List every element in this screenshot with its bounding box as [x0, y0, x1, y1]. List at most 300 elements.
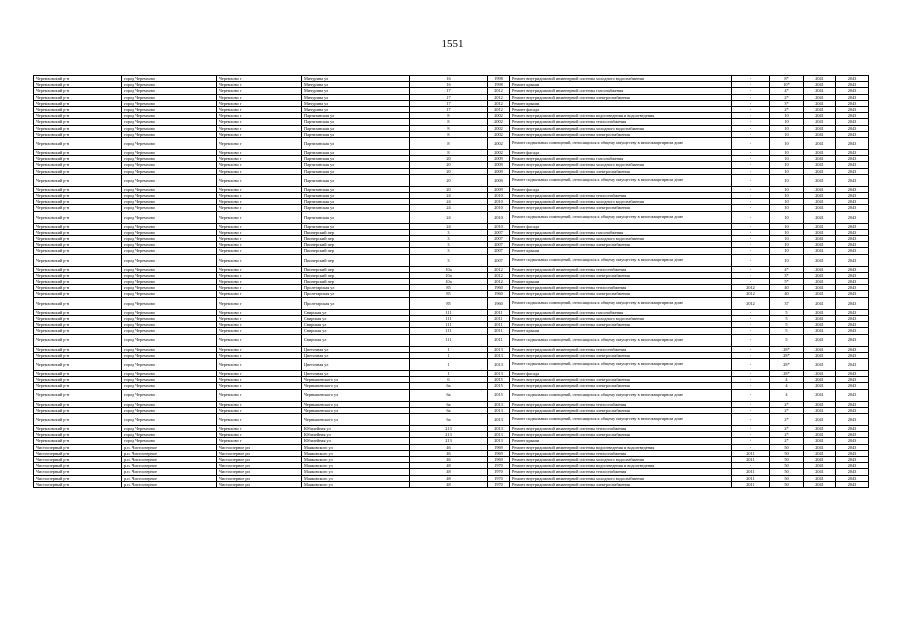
district-cell: Черемховский р-н [34, 401, 122, 407]
end-year-cell: 2043 [836, 475, 869, 481]
start-year-cell: 2041 [804, 236, 836, 242]
year-built-cell: 1960 [488, 297, 510, 309]
wear-cell: 10 [770, 113, 804, 119]
district-cell: Черемховский р-н [34, 297, 122, 309]
last-repair-cell: - [732, 407, 770, 413]
street-cell: Партизанская ул [302, 162, 410, 168]
locality-cell: Черемхово г [217, 297, 302, 309]
start-year-cell: 2041 [804, 199, 836, 205]
district-cell: Чистоозерный р-н [34, 475, 122, 481]
last-repair-cell: - [732, 266, 770, 272]
end-year-cell: 2043 [836, 401, 869, 407]
year-built-cell: 2009 [488, 156, 510, 162]
wear-cell: 5 [770, 334, 804, 346]
year-built-cell: 2012 [488, 279, 510, 285]
house-cell: 6а [410, 407, 488, 413]
last-repair-cell: - [732, 186, 770, 192]
street-cell: Партизанская ул [302, 119, 410, 125]
work-type-cell: Ремонт внутридомовой инженерной системы холодного водоснабжения [510, 162, 732, 168]
year-built-cell: 2012 [488, 266, 510, 272]
wear-cell: 10 [770, 223, 804, 229]
locality-cell: Черемхово г [217, 193, 302, 199]
last-repair-cell: - [732, 334, 770, 346]
end-year-cell: 2043 [836, 279, 869, 285]
settlement-cell: р.п. Чистоозерное [122, 456, 217, 462]
year-built-cell: 2002 [488, 113, 510, 119]
year-built-cell: 2015 [488, 377, 510, 383]
house-cell: 10а [410, 279, 488, 285]
end-year-cell: 2043 [836, 456, 869, 462]
house-cell: 85 [410, 291, 488, 297]
settlement-cell: р.п. Чистоозерное [122, 450, 217, 456]
year-built-cell: 2009 [488, 186, 510, 192]
locality-cell: Черемхово г [217, 309, 302, 315]
street-cell: Мичурина ул [302, 88, 410, 94]
last-repair-cell: - [732, 193, 770, 199]
district-cell: Черемховский р-н [34, 199, 122, 205]
end-year-cell: 2043 [836, 248, 869, 254]
locality-cell: Черемхово г [217, 328, 302, 334]
district-cell: Черемховский р-н [34, 266, 122, 272]
table-row [34, 211, 869, 223]
wear-cell: 28* [770, 346, 804, 352]
start-year-cell: 2041 [804, 205, 836, 211]
house-cell: 3 [410, 229, 488, 235]
house-cell: 46 [410, 444, 488, 450]
settlement-cell: город Черемхово [122, 389, 217, 401]
district-cell: Черемховский р-н [34, 279, 122, 285]
street-cell: Маяковского ул [302, 469, 410, 475]
year-built-cell: 2013 [488, 346, 510, 352]
settlement-cell: город Черемхово [122, 211, 217, 223]
last-repair-cell: - [732, 383, 770, 389]
end-year-cell: 2043 [836, 432, 869, 438]
settlement-cell: город Черемхово [122, 297, 217, 309]
start-year-cell: 2041 [804, 309, 836, 315]
last-repair-cell: - [732, 76, 770, 82]
wear-cell: 2* [770, 413, 804, 425]
start-year-cell: 2041 [804, 223, 836, 229]
district-cell: Черемховский р-н [34, 100, 122, 106]
work-type-cell: Ремонт внутридомовой инженерной системы холодного водоснабжения [510, 76, 732, 82]
work-type-cell: Ремонт внутридомовой инженерной системы электроснабжения [510, 94, 732, 100]
settlement-cell: город Черемхово [122, 199, 217, 205]
street-cell: Пионерский пер [302, 266, 410, 272]
wear-cell: 2* [770, 432, 804, 438]
settlement-cell: р.п. Чистоозерное [122, 444, 217, 450]
wear-cell: 50 [770, 481, 804, 487]
settlement-cell: город Черемхово [122, 223, 217, 229]
wear-cell: 28* [770, 370, 804, 376]
wear-cell: 50 [770, 450, 804, 456]
work-type-cell: Ремонт подвальных помещений, относящихся к общему имуществу в многоквартирном доме [510, 254, 732, 266]
last-repair-cell: - [732, 100, 770, 106]
start-year-cell: 2041 [804, 174, 836, 186]
work-type-cell: Ремонт внутридомовой инженерной системы электроснабжения [510, 377, 732, 383]
start-year-cell: 2041 [804, 322, 836, 328]
settlement-cell: город Черемхово [122, 291, 217, 297]
locality-cell: Черемхово г [217, 279, 302, 285]
end-year-cell: 2043 [836, 413, 869, 425]
last-repair-cell: - [732, 88, 770, 94]
house-cell: 85 [410, 285, 488, 291]
end-year-cell: 2043 [836, 107, 869, 113]
settlement-cell: р.п. Чистоозерное [122, 463, 217, 469]
last-repair-cell: - [732, 254, 770, 266]
house-cell: 20 [410, 162, 488, 168]
settlement-cell: город Черемхово [122, 407, 217, 413]
year-built-cell: 2012 [488, 107, 510, 113]
end-year-cell: 2043 [836, 377, 869, 383]
house-cell: 24 [410, 205, 488, 211]
house-cell: 17 [410, 100, 488, 106]
year-built-cell: 2010 [488, 211, 510, 223]
work-type-cell: Ремонт фасада [510, 223, 732, 229]
last-repair-cell: - [732, 358, 770, 370]
settlement-cell: город Черемхово [122, 383, 217, 389]
wear-cell: 2* [770, 407, 804, 413]
street-cell: Свирская ул [302, 322, 410, 328]
wear-cell: 37 [770, 297, 804, 309]
house-cell: 111 [410, 328, 488, 334]
district-cell: Черемховский р-н [34, 407, 122, 413]
district-cell: Черемховский р-н [34, 370, 122, 376]
end-year-cell: 2043 [836, 370, 869, 376]
table-row [34, 138, 869, 150]
year-built-cell: 2007 [488, 254, 510, 266]
work-type-cell: Ремонт подвальных помещений, относящихся к общему имуществу в многоквартирном доме [510, 211, 732, 223]
work-type-cell: Ремонт крыши [510, 82, 732, 88]
settlement-cell: город Черемхово [122, 346, 217, 352]
end-year-cell: 2043 [836, 88, 869, 94]
wear-cell: 10 [770, 186, 804, 192]
district-cell: Черемховский р-н [34, 168, 122, 174]
street-cell: Цветочная ул [302, 358, 410, 370]
end-year-cell: 2043 [836, 346, 869, 352]
last-repair-cell: - [732, 168, 770, 174]
year-built-cell: 2007 [488, 248, 510, 254]
year-built-cell: 2011 [488, 309, 510, 315]
end-year-cell: 2043 [836, 463, 869, 469]
end-year-cell: 2043 [836, 469, 869, 475]
street-cell: Юбилейная ул [302, 425, 410, 431]
locality-cell: Черемхово г [217, 432, 302, 438]
locality-cell: Черемхово г [217, 370, 302, 376]
district-cell: Черемховский р-н [34, 186, 122, 192]
house-cell: 111 [410, 315, 488, 321]
last-repair-cell: - [732, 272, 770, 278]
year-built-cell: 2012 [488, 94, 510, 100]
work-type-cell: Ремонт внутридомовой инженерной системы холодного водоснабжения [510, 199, 732, 205]
street-cell: Пролетарская ул [302, 297, 410, 309]
locality-cell: Чистоозерное рп [217, 444, 302, 450]
work-type-cell: Ремонт внутридомовой инженерной системы электроснабжения [510, 407, 732, 413]
table-row [34, 254, 869, 266]
wear-cell: 50 [770, 456, 804, 462]
street-cell: Маяковского ул [302, 450, 410, 456]
work-type-cell: Ремонт внутридомовой инженерной системы электроснабжения [510, 352, 732, 358]
start-year-cell: 2041 [804, 407, 836, 413]
street-cell: Партизанская ул [302, 150, 410, 156]
work-type-cell: Ремонт внутридомовой инженерной системы электроснабжения [510, 291, 732, 297]
street-cell: Маяковского ул [302, 481, 410, 487]
street-cell: Юбилейная ул [302, 432, 410, 438]
year-built-cell: 2010 [488, 223, 510, 229]
end-year-cell: 2043 [836, 358, 869, 370]
work-type-cell: Ремонт подвальных помещений, относящихся к общему имуществу в многоквартирном доме [510, 413, 732, 425]
settlement-cell: город Черемхово [122, 438, 217, 444]
street-cell: Пионерский пер [302, 248, 410, 254]
locality-cell: Черемхово г [217, 82, 302, 88]
settlement-cell: город Черемхово [122, 107, 217, 113]
district-cell: Чистоозерный р-н [34, 481, 122, 487]
locality-cell: Черемхово г [217, 358, 302, 370]
work-type-cell: Ремонт подвальных помещений, относящихся к общему имуществу в многоквартирном доме [510, 138, 732, 150]
house-cell: 1 [410, 358, 488, 370]
district-cell: Черемховский р-н [34, 223, 122, 229]
year-built-cell: 2009 [488, 162, 510, 168]
district-cell: Чистоозерный р-н [34, 456, 122, 462]
locality-cell: Черемхово г [217, 315, 302, 321]
street-cell: Пролетарская ул [302, 291, 410, 297]
locality-cell: Черемхово г [217, 131, 302, 137]
street-cell: Чернышевского ул [302, 377, 410, 383]
work-type-cell: Ремонт подвальных помещений, относящихся к общему имуществу в многоквартирном доме [510, 297, 732, 309]
last-repair-cell: - [732, 328, 770, 334]
start-year-cell: 2041 [804, 463, 836, 469]
last-repair-cell: - [732, 315, 770, 321]
year-built-cell: 2013 [488, 438, 510, 444]
house-cell: 46 [410, 450, 488, 456]
locality-cell: Чистоозерное рп [217, 469, 302, 475]
street-cell: Пионерский пер [302, 272, 410, 278]
district-cell: Черемховский р-н [34, 107, 122, 113]
last-repair-cell: - [732, 242, 770, 248]
street-cell: Свирская ул [302, 315, 410, 321]
start-year-cell: 2041 [804, 432, 836, 438]
settlement-cell: город Черемхово [122, 162, 217, 168]
locality-cell: Черемхово г [217, 389, 302, 401]
house-cell: 24 [410, 193, 488, 199]
wear-cell: 10 [770, 174, 804, 186]
locality-cell: Черемхово г [217, 88, 302, 94]
last-repair-cell: - [732, 211, 770, 223]
last-repair-cell: - [732, 205, 770, 211]
district-cell: Черемховский р-н [34, 242, 122, 248]
street-cell: Чернышевского ул [302, 389, 410, 401]
year-built-cell: 1970 [488, 463, 510, 469]
house-cell: 111 [410, 309, 488, 315]
start-year-cell: 2041 [804, 389, 836, 401]
last-repair-cell: - [732, 432, 770, 438]
locality-cell: Черемхово г [217, 377, 302, 383]
year-built-cell: 2013 [488, 407, 510, 413]
end-year-cell: 2043 [836, 285, 869, 291]
house-cell: 17 [410, 107, 488, 113]
district-cell: Черемховский р-н [34, 352, 122, 358]
district-cell: Черемховский р-н [34, 88, 122, 94]
locality-cell: Черемхово г [217, 174, 302, 186]
settlement-cell: город Черемхово [122, 254, 217, 266]
year-built-cell: 1969 [488, 444, 510, 450]
locality-cell: Черемхово г [217, 107, 302, 113]
end-year-cell: 2043 [836, 76, 869, 82]
settlement-cell: город Черемхово [122, 125, 217, 131]
last-repair-cell: 2011 [732, 481, 770, 487]
work-type-cell: Ремонт фасада [510, 150, 732, 156]
locality-cell: Черемхово г [217, 352, 302, 358]
street-cell: Цветочная ул [302, 352, 410, 358]
page-number: 1551 [441, 38, 464, 50]
last-repair-cell: - [732, 199, 770, 205]
work-type-cell: Ремонт внутридомовой инженерной системы газоснабжения [510, 156, 732, 162]
settlement-cell: город Черемхово [122, 334, 217, 346]
end-year-cell: 2043 [836, 229, 869, 235]
district-cell: Черемховский р-н [34, 328, 122, 334]
start-year-cell: 2041 [804, 291, 836, 297]
table-row [34, 481, 869, 487]
end-year-cell: 2043 [836, 450, 869, 456]
house-cell: 24 [410, 211, 488, 223]
start-year-cell: 2041 [804, 450, 836, 456]
wear-cell: 10 [770, 150, 804, 156]
start-year-cell: 2041 [804, 272, 836, 278]
street-cell: Мичурина ул [302, 94, 410, 100]
house-cell: 10а [410, 272, 488, 278]
locality-cell: Черемхово г [217, 186, 302, 192]
year-built-cell: 1970 [488, 469, 510, 475]
wear-cell: 40 [770, 285, 804, 291]
start-year-cell: 2041 [804, 266, 836, 272]
work-type-cell: Ремонт подвальных помещений, относящихся к общему имуществу в многоквартирном доме [510, 358, 732, 370]
wear-cell: 10 [770, 125, 804, 131]
wear-cell: 3* [770, 272, 804, 278]
wear-cell: 28* [770, 358, 804, 370]
year-built-cell: 2012 [488, 100, 510, 106]
house-cell: 8 [410, 119, 488, 125]
street-cell: Пионерский пер [302, 254, 410, 266]
house-cell: 46 [410, 456, 488, 462]
settlement-cell: город Черемхово [122, 413, 217, 425]
street-cell: Мичурина ул [302, 107, 410, 113]
end-year-cell: 2043 [836, 131, 869, 137]
locality-cell: Черемхово г [217, 76, 302, 82]
year-built-cell: 1998 [488, 82, 510, 88]
settlement-cell: город Черемхово [122, 236, 217, 242]
settlement-cell: город Черемхово [122, 168, 217, 174]
start-year-cell: 2041 [804, 94, 836, 100]
work-type-cell: Ремонт внутридомовой инженерной системы электроснабжения [510, 168, 732, 174]
last-repair-cell: - [732, 370, 770, 376]
settlement-cell: город Черемхово [122, 352, 217, 358]
year-built-cell: 2015 [488, 383, 510, 389]
year-built-cell: 2007 [488, 242, 510, 248]
work-type-cell: Ремонт внутридомовой инженерной системы теплоснабжения [510, 346, 732, 352]
start-year-cell: 2041 [804, 248, 836, 254]
settlement-cell: город Черемхово [122, 193, 217, 199]
house-cell: 6а [410, 383, 488, 389]
house-cell: 1 [410, 346, 488, 352]
house-cell: 20 [410, 168, 488, 174]
street-cell: Мичурина ул [302, 82, 410, 88]
year-built-cell: 2010 [488, 199, 510, 205]
settlement-cell: город Черемхово [122, 150, 217, 156]
last-repair-cell: - [732, 229, 770, 235]
table-row [34, 334, 869, 346]
work-type-cell: Ремонт подвальных помещений, относящихся к общему имуществу в многоквартирном доме [510, 174, 732, 186]
house-cell: 3 [410, 242, 488, 248]
house-cell: 3 [410, 236, 488, 242]
locality-cell: Черемхово г [217, 168, 302, 174]
work-type-cell: Ремонт фасада [510, 186, 732, 192]
work-type-cell: Ремонт внутридомовой инженерной системы теплоснабжения [510, 119, 732, 125]
year-built-cell: 2011 [488, 322, 510, 328]
settlement-cell: город Черемхово [122, 425, 217, 431]
locality-cell: Черемхово г [217, 94, 302, 100]
end-year-cell: 2043 [836, 174, 869, 186]
last-repair-cell: - [732, 322, 770, 328]
wear-cell: 50 [770, 444, 804, 450]
year-built-cell: 1960 [488, 291, 510, 297]
work-type-cell: Ремонт внутридомовой инженерной системы холодного водоснабжения [510, 315, 732, 321]
settlement-cell: город Черемхово [122, 174, 217, 186]
end-year-cell: 2043 [836, 150, 869, 156]
locality-cell: Чистоозерное рп [217, 463, 302, 469]
start-year-cell: 2041 [804, 444, 836, 450]
end-year-cell: 2043 [836, 322, 869, 328]
last-repair-cell: - [732, 309, 770, 315]
settlement-cell: город Черемхово [122, 186, 217, 192]
last-repair-cell: - [732, 131, 770, 137]
settlement-cell: город Черемхово [122, 100, 217, 106]
district-cell: Черемховский р-н [34, 377, 122, 383]
house-cell: 16 [410, 82, 488, 88]
year-built-cell: 2011 [488, 315, 510, 321]
end-year-cell: 2043 [836, 236, 869, 242]
table-row [34, 389, 869, 401]
start-year-cell: 2041 [804, 186, 836, 192]
locality-cell: Черемхово г [217, 100, 302, 106]
district-cell: Черемховский р-н [34, 413, 122, 425]
work-type-cell: Ремонт фасада [510, 107, 732, 113]
district-cell: Черемховский р-н [34, 425, 122, 431]
street-cell: Маяковского ул [302, 475, 410, 481]
work-type-cell: Ремонт внутридомовой инженерной системы холодного водоснабжения [510, 125, 732, 131]
wear-cell: 2* [770, 438, 804, 444]
last-repair-cell: - [732, 389, 770, 401]
house-cell: 24 [410, 223, 488, 229]
start-year-cell: 2041 [804, 125, 836, 131]
house-cell: 8 [410, 113, 488, 119]
end-year-cell: 2043 [836, 211, 869, 223]
settlement-cell: город Черемхово [122, 328, 217, 334]
year-built-cell: 2011 [488, 334, 510, 346]
work-type-cell: Ремонт внутридомовой инженерной системы теплоснабжения [510, 266, 732, 272]
end-year-cell: 2043 [836, 156, 869, 162]
street-cell: Партизанская ул [302, 113, 410, 119]
start-year-cell: 2041 [804, 100, 836, 106]
year-built-cell: 2002 [488, 131, 510, 137]
year-built-cell: 1969 [488, 450, 510, 456]
start-year-cell: 2041 [804, 254, 836, 266]
year-built-cell: 2012 [488, 272, 510, 278]
work-type-cell: Ремонт внутридомовой инженерной системы холодного водоснабжения [510, 475, 732, 481]
year-built-cell: 1970 [488, 481, 510, 487]
settlement-cell: р.п. Чистоозерное [122, 481, 217, 487]
district-cell: Черемховский р-н [34, 162, 122, 168]
district-cell: Черемховский р-н [34, 383, 122, 389]
district-cell: Черемховский р-н [34, 272, 122, 278]
